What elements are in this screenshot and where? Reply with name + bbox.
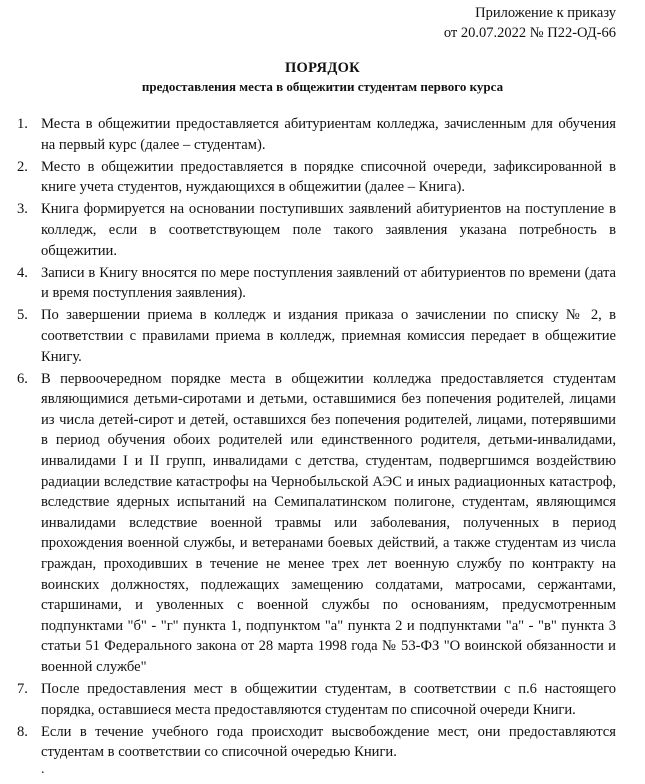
trailing-mark: . — [41, 762, 45, 777]
item-text: Места в общежитии предоставляется абитуриентам колледжа, зачисленным для обучения на первый курс (далее – студентам). — [41, 116, 616, 153]
item-text: По завершении приема в колледж и издания приказа о зачислении по списку № 2, в соответствии с правилами приема в колледж, приемная комиссия передает в общежитие Книгу. — [41, 307, 616, 365]
list-item — [0, 679, 645, 720]
rules-list — [0, 114, 645, 764]
item-number: 8. — [17, 723, 28, 740]
list-item — [0, 722, 645, 763]
item-text: Если в течение учебного года происходит высвобождение мест, они предоставляются студентам в соответствии со списочной очередью Книги. — [41, 723, 616, 761]
appendix-line-1: Приложение к приказу — [475, 5, 616, 21]
document-subtitle: предоставления места в общежитии студентам первого курса — [141, 79, 504, 94]
appendix-line-2: от 20.07.2022 № П22-ОД-66 — [443, 25, 616, 41]
item-number: 5. — [17, 307, 28, 324]
item-text: Место в общежитии предоставляется в порядке списочной очереди, зафиксированной в книге учета студентов, нуждающихся в общежитии (далее – Книга). — [41, 158, 616, 196]
item-number: 4. — [17, 264, 28, 281]
item-number: 1. — [17, 116, 28, 132]
item-text: Книга формируется на основании поступивших заявлений абитуриентов на поступление в колледж, если в соответствующем поле такого заявления указана потребность в общежитии. — [41, 201, 616, 259]
list-item — [0, 157, 645, 198]
list-item — [0, 114, 645, 155]
list-item — [0, 263, 645, 304]
item-text: В первоочередном порядке места в общежитии колледжа предоставляется студентам являющимися детьми-сиротами и детьми, оставшимися без попечения родителей, лицами из числа детей-сирот и детей, оставшихся без попечения родителей, лицами, потерявшими в период обучения обоих родителей или единственного родителя, детьми-инвалидами, инвалидами I и II групп, инвалидами с детства, студентам, подвергшимся воздействию радиации вследствие катастрофы на Чернобыльской АЭС и иных радиационных катастроф, вследствие ядерных испытаний на Семипалатинском полигоне, студентам, являющимся инвалидами вследствие военной травмы или заболевания, полученных в период прохождения военной службы, и ветеранами боевых действий, а также студентам из числа граждан, проходивших в течение не менее трех лет военную службу по контракту на воинских должностях, подлежащих замещению солдатами, матросами, сержантами, старшинами, и уволенных с военной службы по основаниям, предусмотренным подпунктами "б" - "г" пункта 1, подпунктом "а" пункта 2 и подпунктами "а" - "в" пункта 3 статьи 51 Федерального закона от 28 марта 1998 года № 53-ФЗ "О воинской обязанности и военной службе" — [41, 370, 616, 675]
item-text: Записи в Книгу вносятся по мере поступления заявлений от абитуриентов по времени (дата и время поступления заявления). — [41, 264, 616, 302]
item-number: 7. — [17, 681, 28, 698]
item-number: 2. — [17, 158, 28, 175]
item-number: 3. — [17, 201, 28, 218]
list-item — [0, 305, 645, 367]
item-text: После предоставления мест в общежитии студентам, в соответствии с п.6 настоящего порядка, оставшиеся места предоставляются студентам по списочной очереди Книги. — [41, 681, 616, 718]
list-item — [0, 199, 645, 261]
document-title: ПОРЯДОК — [284, 60, 361, 76]
appendix-header — [444, 3, 616, 43]
list-item — [0, 369, 645, 678]
item-number: 6. — [17, 370, 28, 387]
